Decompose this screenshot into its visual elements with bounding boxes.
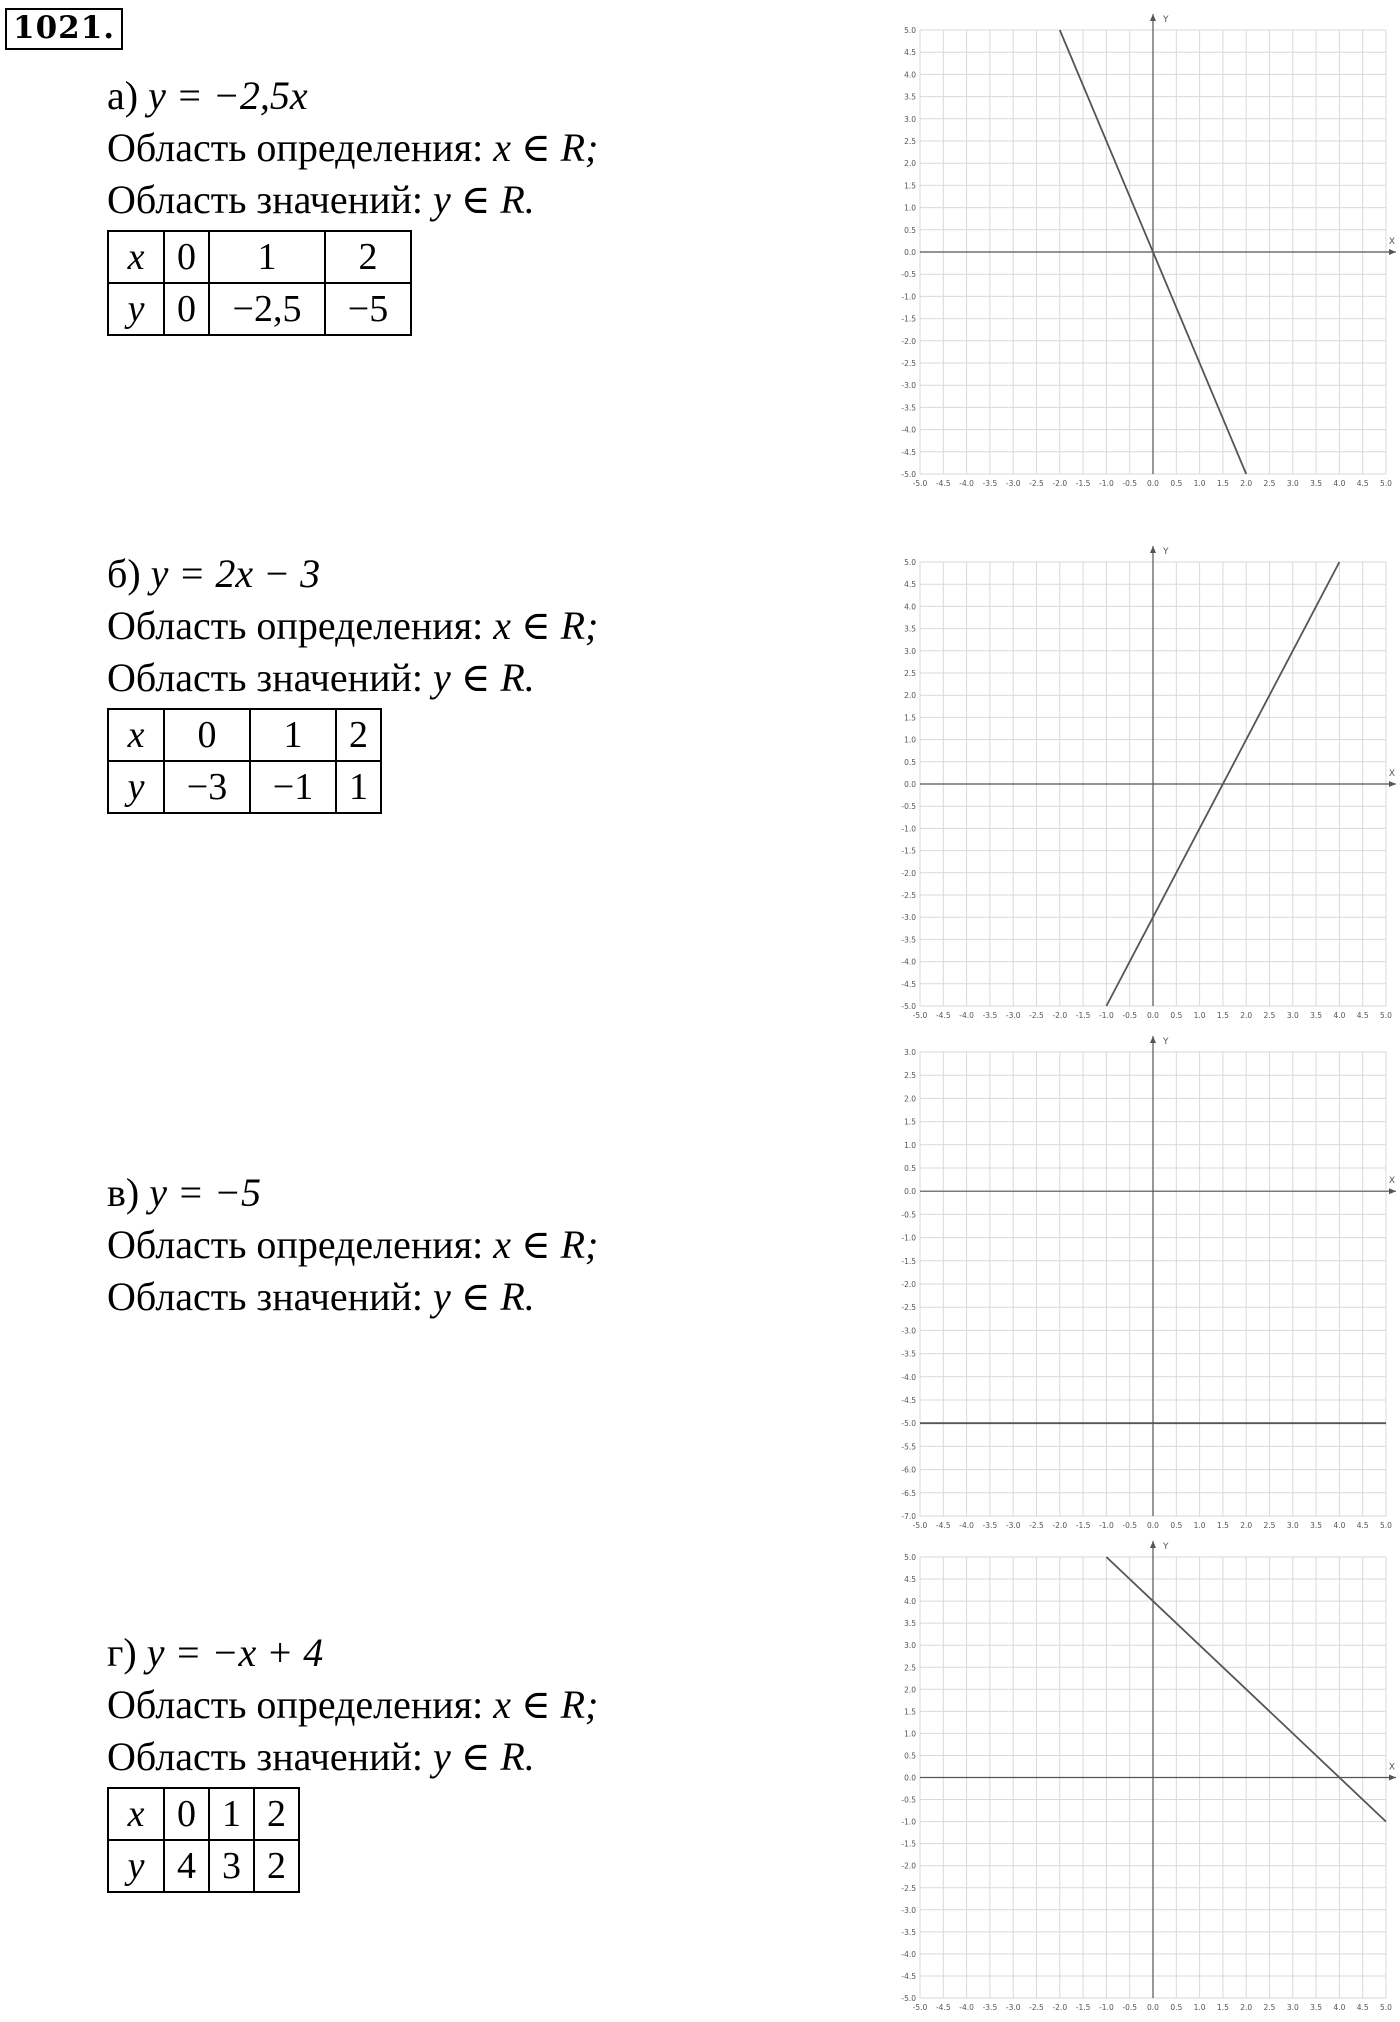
- x-tick-label: 5.0: [1380, 2003, 1392, 2012]
- x-tick-label: 2.5: [1263, 1011, 1276, 1020]
- y-tick-label: -0.5: [901, 1795, 916, 1805]
- y-tick-label: 1.0: [904, 1140, 916, 1150]
- x-tick-label: -2.5: [1029, 1521, 1044, 1530]
- range-label: Область значений:: [107, 655, 433, 700]
- y-tick-label: -4.5: [901, 447, 916, 457]
- x-tick-label: 3.5: [1310, 2003, 1323, 2012]
- y-tick-label: -4.5: [901, 1971, 916, 1981]
- x-tick-label: 3.0: [1286, 2003, 1299, 2012]
- values-table: [107, 1787, 300, 1893]
- table-cell: 2: [254, 1788, 299, 1840]
- x-tick-label: -2.0: [1052, 1521, 1068, 1530]
- y-tick-label: 4.5: [904, 1575, 916, 1585]
- x-tick-label: 2.0: [1240, 479, 1253, 488]
- x-tick-label: -3.5: [982, 2003, 998, 2012]
- y-tick-label: -7.0: [901, 1512, 916, 1521]
- table-cell: 1: [250, 709, 336, 761]
- y-tick-label: 0.5: [904, 1164, 916, 1173]
- domain-line: [107, 1679, 598, 1731]
- x-tick-label: 1.5: [1216, 1521, 1229, 1530]
- domain-line: [107, 1219, 598, 1271]
- table-row-y: [108, 1840, 299, 1892]
- x-tick-label: 1.5: [1216, 479, 1229, 488]
- y-tick-label: 2.5: [904, 1663, 916, 1673]
- x-tick-label: 3.5: [1310, 1521, 1323, 1530]
- problem-a: [107, 70, 598, 336]
- item-label: б): [107, 551, 141, 596]
- x-tick-label: -3.5: [982, 479, 998, 488]
- y-tick-label: -1.5: [901, 846, 916, 856]
- y-tick-label: 0.0: [904, 248, 916, 257]
- x-tick-label: -2.0: [1052, 1011, 1068, 1020]
- x-tick-label: -2.0: [1052, 2003, 1068, 2012]
- table-cell: 0: [164, 1788, 209, 1840]
- equation-line: [107, 548, 598, 600]
- y-tick-label: -4.5: [901, 979, 916, 989]
- x-tick-label: -4.5: [935, 479, 951, 488]
- x-tick-label: -1.0: [1099, 1521, 1114, 1530]
- table-cell: 2: [325, 231, 411, 283]
- x-tick-label: -4.0: [959, 1011, 974, 1020]
- y-axis-label: Y: [1163, 547, 1169, 557]
- domain-line: [107, 122, 598, 174]
- range-line: [107, 1731, 598, 1783]
- x-tick-label: -4.5: [935, 1011, 951, 1020]
- task-number: 1021.: [5, 8, 123, 50]
- y-tick-label: -6.5: [901, 1488, 916, 1498]
- x-tick-label: -0.5: [1122, 1011, 1138, 1020]
- y-tick-label: -0.5: [901, 1210, 916, 1220]
- x-tick-label: -2.5: [1029, 2003, 1044, 2012]
- x-tick-label: -0.5: [1122, 479, 1138, 488]
- table-cell: 0: [164, 283, 209, 335]
- x-axis-arrow-icon: [1389, 781, 1396, 787]
- x-tick-label: 3.0: [1286, 479, 1299, 488]
- x-tick-label: -1.0: [1099, 479, 1114, 488]
- table-row-x: [108, 709, 381, 761]
- equation-prefix: y =: [149, 1170, 214, 1215]
- x-tick-label: -5.0: [912, 2003, 928, 2012]
- y-axis-arrow-icon: [1150, 1541, 1156, 1548]
- y-tick-label: 2.5: [904, 669, 916, 678]
- table-header-x: x: [108, 231, 164, 283]
- y-tick-label: 3.5: [904, 92, 916, 102]
- x-tick-label: 1.0: [1193, 2003, 1206, 2012]
- x-tick-label: 1.0: [1193, 1011, 1206, 1020]
- y-tick-label: -3.0: [901, 381, 916, 391]
- table-header-y: y: [108, 761, 164, 813]
- y-tick-label: 4.5: [904, 48, 916, 58]
- x-tick-label: -3.0: [1005, 1011, 1021, 1020]
- x-axis-arrow-icon: [1389, 249, 1396, 255]
- x-tick-label: 2.5: [1263, 1521, 1276, 1530]
- x-tick-label: 2.5: [1263, 479, 1276, 488]
- table-header-x: x: [108, 1788, 164, 1840]
- values-table: [107, 708, 382, 814]
- graph-b: [880, 540, 1400, 1030]
- y-tick-label: -6.0: [901, 1465, 916, 1475]
- x-tick-label: -5.0: [912, 479, 928, 488]
- range-value: y ∈ R.: [433, 1734, 535, 1779]
- x-tick-label: -3.5: [982, 1521, 998, 1530]
- y-axis-label: Y: [1163, 1542, 1169, 1552]
- problem-d: [107, 1627, 598, 1893]
- x-tick-label: -2.0: [1052, 479, 1068, 488]
- y-tick-label: -5.0: [901, 470, 916, 479]
- x-tick-label: 0.0: [1147, 2003, 1159, 2012]
- domain-value: x ∈ R;: [493, 125, 599, 170]
- y-axis-arrow-icon: [1150, 14, 1156, 21]
- y-tick-label: -3.0: [901, 1326, 916, 1336]
- y-tick-label: -1.0: [901, 292, 916, 302]
- equation-prefix: y =: [146, 1630, 212, 1675]
- x-tick-label: 4.0: [1333, 479, 1346, 488]
- equation-line: [107, 1167, 598, 1219]
- range-label: Область значений:: [107, 177, 433, 222]
- y-tick-label: 0.5: [904, 757, 916, 767]
- y-axis-arrow-icon: [1150, 546, 1156, 553]
- y-tick-label: -5.0: [901, 1419, 916, 1429]
- equation-prefix: y =: [150, 551, 216, 596]
- table-header-y: y: [108, 283, 164, 335]
- x-tick-label: -3.5: [982, 1011, 998, 1020]
- table-row-y: [108, 283, 411, 335]
- y-tick-label: -3.0: [901, 1905, 916, 1915]
- y-tick-label: -5.0: [901, 1994, 916, 2003]
- table-cell: −5: [325, 283, 411, 335]
- y-tick-label: -2.0: [901, 868, 916, 878]
- values-table: [107, 230, 412, 336]
- y-tick-label: 0.0: [904, 780, 916, 789]
- x-tick-label: 4.0: [1333, 1011, 1346, 1020]
- x-tick-label: 3.5: [1310, 1011, 1323, 1020]
- x-axis-label: X: [1388, 1176, 1396, 1187]
- table-cell: −3: [164, 761, 250, 813]
- y-tick-label: 0.5: [904, 1751, 916, 1761]
- y-tick-label: -4.5: [901, 1396, 916, 1405]
- x-tick-label: -1.5: [1075, 479, 1091, 488]
- x-axis-arrow-icon: [1389, 1188, 1396, 1194]
- x-tick-label: 0.5: [1170, 2003, 1183, 2012]
- x-tick-label: 4.5: [1356, 1011, 1369, 1020]
- y-axis-arrow-icon: [1150, 1036, 1156, 1043]
- x-axis-arrow-icon: [1389, 1775, 1396, 1781]
- y-tick-label: 2.5: [904, 1071, 916, 1081]
- x-tick-label: -1.0: [1099, 1011, 1114, 1020]
- domain-label: Область определения:: [107, 1682, 494, 1727]
- y-tick-label: -4.0: [901, 957, 916, 967]
- equation-line: [107, 1627, 598, 1679]
- y-tick-label: 1.5: [904, 1117, 916, 1127]
- x-axis-label: X: [1388, 237, 1396, 247]
- x-tick-label: -4.5: [935, 2003, 951, 2012]
- domain-label: Область определения:: [107, 603, 494, 648]
- y-tick-label: -1.5: [901, 1256, 916, 1266]
- x-tick-label: 2.0: [1240, 1011, 1253, 1020]
- y-tick-label: 3.0: [904, 114, 916, 124]
- range-line: [107, 652, 598, 704]
- y-axis-label: Y: [1163, 1037, 1169, 1047]
- y-tick-label: 4.0: [904, 70, 916, 80]
- y-tick-label: -1.0: [901, 1233, 916, 1243]
- y-tick-label: -2.5: [901, 359, 916, 368]
- equation: −5: [213, 1170, 261, 1215]
- table-cell: 1: [209, 231, 325, 283]
- y-tick-label: -4.0: [901, 1949, 916, 1959]
- y-tick-label: 2.0: [904, 1094, 916, 1104]
- x-tick-label: 0.5: [1170, 1521, 1183, 1530]
- domain-value: x ∈ R;: [493, 1222, 599, 1267]
- x-tick-label: 4.5: [1356, 2003, 1369, 2012]
- x-tick-label: 2.0: [1240, 2003, 1253, 2012]
- y-tick-label: -3.5: [901, 403, 916, 413]
- y-tick-label: -5.5: [901, 1442, 916, 1452]
- y-tick-label: 3.0: [904, 1641, 916, 1651]
- y-tick-label: -3.0: [901, 913, 916, 923]
- y-tick-label: 2.0: [904, 691, 916, 701]
- y-tick-label: 5.0: [904, 558, 916, 567]
- y-tick-label: -5.0: [901, 1002, 916, 1011]
- y-tick-label: 1.0: [904, 203, 916, 213]
- y-tick-label: 0.0: [904, 1187, 916, 1197]
- x-tick-label: -3.0: [1005, 479, 1021, 488]
- equation-line: [107, 70, 598, 122]
- y-tick-label: 2.5: [904, 137, 916, 146]
- x-tick-label: 0.5: [1170, 479, 1183, 488]
- y-tick-label: 5.0: [904, 26, 916, 35]
- x-tick-label: -0.5: [1122, 1521, 1138, 1530]
- x-axis-label: X: [1388, 769, 1396, 779]
- y-tick-label: -3.5: [901, 1927, 916, 1937]
- range-line: [107, 1271, 598, 1323]
- domain-label: Область определения:: [107, 1222, 494, 1267]
- table-header-y: y: [108, 1840, 164, 1892]
- y-tick-label: -4.0: [901, 425, 916, 435]
- y-tick-label: 5.0: [904, 1553, 916, 1562]
- x-tick-label: 5.0: [1380, 479, 1392, 488]
- x-tick-label: 2.0: [1240, 1521, 1253, 1530]
- x-tick-label: 3.5: [1310, 479, 1323, 488]
- y-tick-label: 0.0: [904, 1773, 916, 1783]
- item-label: а): [107, 73, 139, 118]
- y-tick-label: -1.0: [901, 824, 916, 834]
- x-tick-label: -0.5: [1122, 2003, 1138, 2012]
- range-label: Область значений:: [107, 1274, 433, 1319]
- x-tick-label: 3.0: [1286, 1521, 1299, 1530]
- x-tick-label: 4.5: [1356, 1521, 1369, 1530]
- equation-prefix: y =: [148, 73, 213, 118]
- y-tick-label: 1.0: [904, 1729, 916, 1739]
- table-header-x: x: [108, 709, 164, 761]
- graph-d: [880, 1535, 1400, 2022]
- graph-a: [880, 8, 1400, 498]
- y-tick-label: 3.0: [904, 646, 916, 656]
- y-tick-label: -3.5: [901, 935, 916, 945]
- y-tick-label: 4.0: [904, 1597, 916, 1607]
- table-row-x: [108, 231, 411, 283]
- y-tick-label: -1.0: [901, 1817, 916, 1827]
- y-tick-label: 1.0: [904, 735, 916, 745]
- y-tick-label: -2.0: [901, 1280, 916, 1289]
- table-cell: −1: [250, 761, 336, 813]
- y-tick-label: -3.5: [901, 1349, 916, 1359]
- x-tick-label: -5.0: [912, 1521, 928, 1530]
- table-cell: 3: [209, 1840, 254, 1892]
- domain-value: x ∈ R;: [493, 603, 599, 648]
- x-tick-label: 1.0: [1193, 479, 1206, 488]
- y-tick-label: -1.5: [901, 1839, 916, 1849]
- x-tick-label: -3.0: [1005, 2003, 1021, 2012]
- x-tick-label: 4.5: [1356, 479, 1369, 488]
- table-cell: 1: [209, 1788, 254, 1840]
- domain-label: Область определения:: [107, 125, 494, 170]
- table-cell: 2: [254, 1840, 299, 1892]
- range-value: y ∈ R.: [433, 177, 535, 222]
- domain-line: [107, 600, 598, 652]
- y-tick-label: 1.5: [904, 1707, 916, 1717]
- x-tick-label: -2.5: [1029, 1011, 1044, 1020]
- y-tick-label: 2.0: [904, 1685, 916, 1695]
- y-tick-label: -0.5: [901, 802, 916, 812]
- y-tick-label: -1.5: [901, 314, 916, 324]
- equation: 2x − 3: [215, 551, 321, 596]
- x-tick-label: -1.0: [1099, 2003, 1114, 2012]
- table-cell: 0: [164, 709, 250, 761]
- y-tick-label: -2.0: [901, 336, 916, 346]
- y-tick-label: 1.5: [904, 713, 916, 723]
- x-tick-label: 0.0: [1147, 1011, 1159, 1020]
- item-label: в): [107, 1170, 140, 1215]
- range-line: [107, 174, 598, 226]
- x-tick-label: -1.5: [1075, 1521, 1091, 1530]
- range-value: y ∈ R.: [433, 1274, 535, 1319]
- y-tick-label: -4.0: [901, 1372, 916, 1382]
- y-tick-label: -2.0: [901, 1861, 916, 1871]
- y-tick-label: 2.0: [904, 159, 916, 169]
- item-label: г): [107, 1630, 137, 1675]
- x-tick-label: 3.0: [1286, 1011, 1299, 1020]
- range-label: Область значений:: [107, 1734, 433, 1779]
- x-tick-label: -4.0: [959, 2003, 974, 2012]
- x-tick-label: 4.0: [1333, 2003, 1346, 2012]
- y-tick-label: -2.5: [901, 1303, 916, 1313]
- graph-c: [880, 1030, 1400, 1540]
- x-tick-label: -5.0: [912, 1011, 928, 1020]
- y-tick-label: 3.0: [904, 1048, 916, 1057]
- x-tick-label: 1.5: [1216, 1011, 1229, 1020]
- y-tick-label: 1.5: [904, 181, 916, 191]
- x-tick-label: 4.0: [1333, 1521, 1346, 1530]
- problem-b: [107, 548, 598, 814]
- y-tick-label: -2.5: [901, 891, 916, 900]
- x-tick-label: -4.0: [959, 479, 974, 488]
- problem-c: [107, 1167, 598, 1323]
- y-tick-label: 4.5: [904, 580, 916, 590]
- table-cell: 1: [336, 761, 381, 813]
- domain-value: x ∈ R;: [493, 1682, 599, 1727]
- x-tick-label: 0.0: [1147, 1521, 1159, 1530]
- x-tick-label: 0.0: [1147, 479, 1159, 488]
- range-value: y ∈ R.: [433, 655, 535, 700]
- x-tick-label: -1.5: [1075, 1011, 1091, 1020]
- x-tick-label: 1.5: [1216, 2003, 1229, 2012]
- x-tick-label: 5.0: [1380, 1521, 1392, 1530]
- x-tick-label: 1.0: [1193, 1521, 1206, 1530]
- x-tick-label: -4.5: [935, 1521, 951, 1530]
- x-tick-label: 0.5: [1170, 1011, 1183, 1020]
- equation: −x + 4: [211, 1630, 324, 1675]
- x-tick-label: -2.5: [1029, 479, 1044, 488]
- table-cell: 0: [164, 231, 209, 283]
- table-cell: 2: [336, 709, 381, 761]
- table-cell: 4: [164, 1840, 209, 1892]
- equation: −2,5x: [212, 73, 308, 118]
- x-tick-label: 5.0: [1380, 1011, 1392, 1020]
- y-axis-label: Y: [1163, 15, 1169, 25]
- y-tick-label: 4.0: [904, 602, 916, 612]
- table-cell: −2,5: [209, 283, 325, 335]
- x-axis-label: X: [1388, 1762, 1396, 1773]
- table-row-y: [108, 761, 381, 813]
- y-tick-label: -2.5: [901, 1883, 916, 1893]
- x-tick-label: -4.0: [959, 1521, 974, 1530]
- table-row-x: [108, 1788, 299, 1840]
- x-tick-label: -3.0: [1005, 1521, 1021, 1530]
- y-tick-label: -0.5: [901, 270, 916, 280]
- y-tick-label: 3.5: [904, 624, 916, 634]
- y-tick-label: 3.5: [904, 1619, 916, 1629]
- y-tick-label: 0.5: [904, 225, 916, 235]
- x-tick-label: 2.5: [1263, 2003, 1276, 2012]
- x-tick-label: -1.5: [1075, 2003, 1091, 2012]
